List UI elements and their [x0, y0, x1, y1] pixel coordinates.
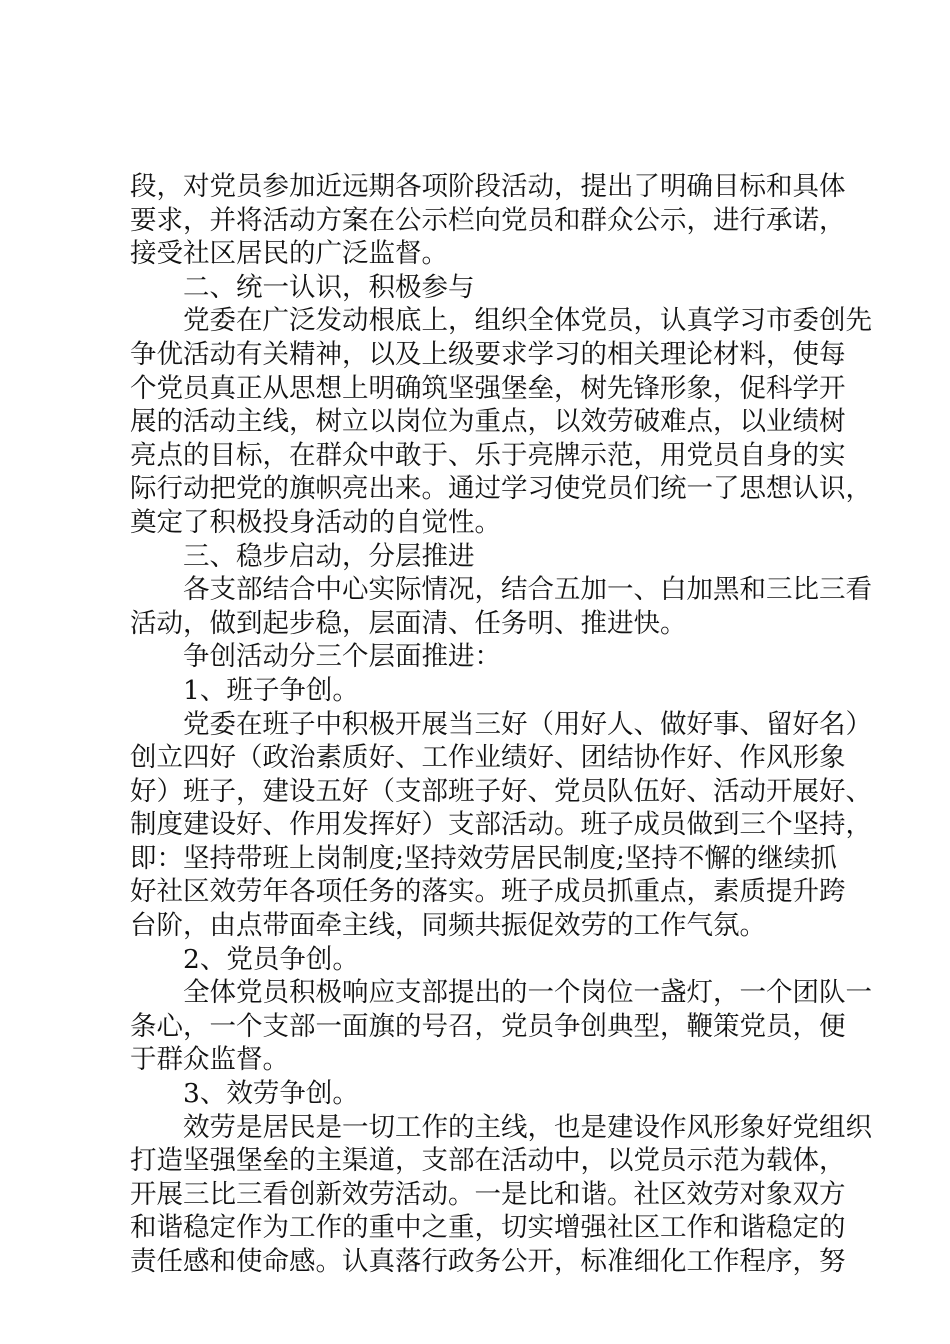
text-line: 创立四好（政治素质好、工作业绩好、团结协作好、作风形象: [130, 742, 846, 774]
text-line: 效劳是居民是一切工作的主线，也是建设作风形象好党组织: [130, 1111, 872, 1143]
text-line: 打造坚强堡垒的主渠道，支部在活动中，以党员示范为载体，: [130, 1145, 846, 1177]
text-line: 二、统一认识，积极参与: [130, 271, 475, 303]
text-line: 开展三比三看创新效劳活动。一是比和谐。社区效劳对象双方: [130, 1178, 846, 1210]
text-line: 奠定了积极投身活动的自觉性。: [130, 506, 501, 538]
text-line: 争优活动有关精神，以及上级要求学习的相关理论材料，使每: [130, 338, 846, 370]
text-line: 亮点的目标，在群众中敢于、乐于亮牌示范，用党员自身的实: [130, 439, 846, 471]
text-line: 党委在广泛发动根底上，组织全体党员，认真学习市委创先: [130, 305, 872, 337]
text-line: 展的活动主线，树立以岗位为重点，以效劳破难点，以业绩树: [130, 406, 846, 438]
text-line: 全体党员积极响应支部提出的一个岗位一盏灯，一个团队一: [130, 977, 872, 1009]
text-line: 条心，一个支部一面旗的号召，党员争创典型，鞭策党员，便: [130, 1010, 846, 1042]
text-line: 3、效劳争创。: [130, 1078, 359, 1110]
text-line: 1、班子争创。: [130, 674, 359, 706]
text-line: 台阶，由点带面牵主线，同频共振促效劳的工作气氛。: [130, 910, 766, 942]
text-line: 好）班子，建设五好（支部班子好、党员队伍好、活动开展好、: [130, 775, 872, 807]
text-line: 个党员真正从思想上明确筑坚强堡垒，树先锋形象，促科学开: [130, 372, 846, 404]
text-line: 好社区效劳年各项任务的落实。班子成员抓重点，素质提升跨: [130, 876, 846, 908]
text-line: 和谐稳定作为工作的重中之重，切实增强社区工作和谐稳定的: [130, 1212, 846, 1244]
text-line: 制度建设好、作用发挥好）支部活动。班子成员做到三个坚持，: [130, 809, 872, 841]
text-line: 于群众监督。: [130, 1044, 289, 1076]
text-line: 接受社区居民的广泛监督。: [130, 238, 448, 270]
text-line: 争创活动分三个层面推进：: [130, 641, 501, 673]
text-line: 段，对党员参加近远期各项阶段活动，提出了明确目标和具体: [130, 171, 846, 202]
text-line: 即：坚持带班上岗制度;坚持效劳居民制度;坚持不懈的继续抓: [130, 842, 837, 874]
text-line: 际行动把党的旗帜亮出来。通过学习使党员们统一了思想认识，: [130, 473, 872, 505]
document-body: [130, 170, 872, 1279]
text-line: 责任感和使命感。认真落行政务公开，标准细化工作程序，努: [130, 1246, 846, 1277]
text-line: 2、党员争创。: [130, 943, 359, 975]
text-line: 党委在班子中积极开展当三好（用好人、做好事、留好名）: [130, 708, 872, 740]
text-line: 各支部结合中心实际情况，结合五加一、白加黑和三比三看: [130, 574, 872, 606]
text-line: 要求，并将活动方案在公示栏向党员和群众公示，进行承诺，: [130, 204, 846, 236]
text-line: 活动，做到起步稳，层面清、任务明、推进快。: [130, 607, 687, 639]
text-line: 三、稳步启动，分层推进: [130, 540, 475, 572]
